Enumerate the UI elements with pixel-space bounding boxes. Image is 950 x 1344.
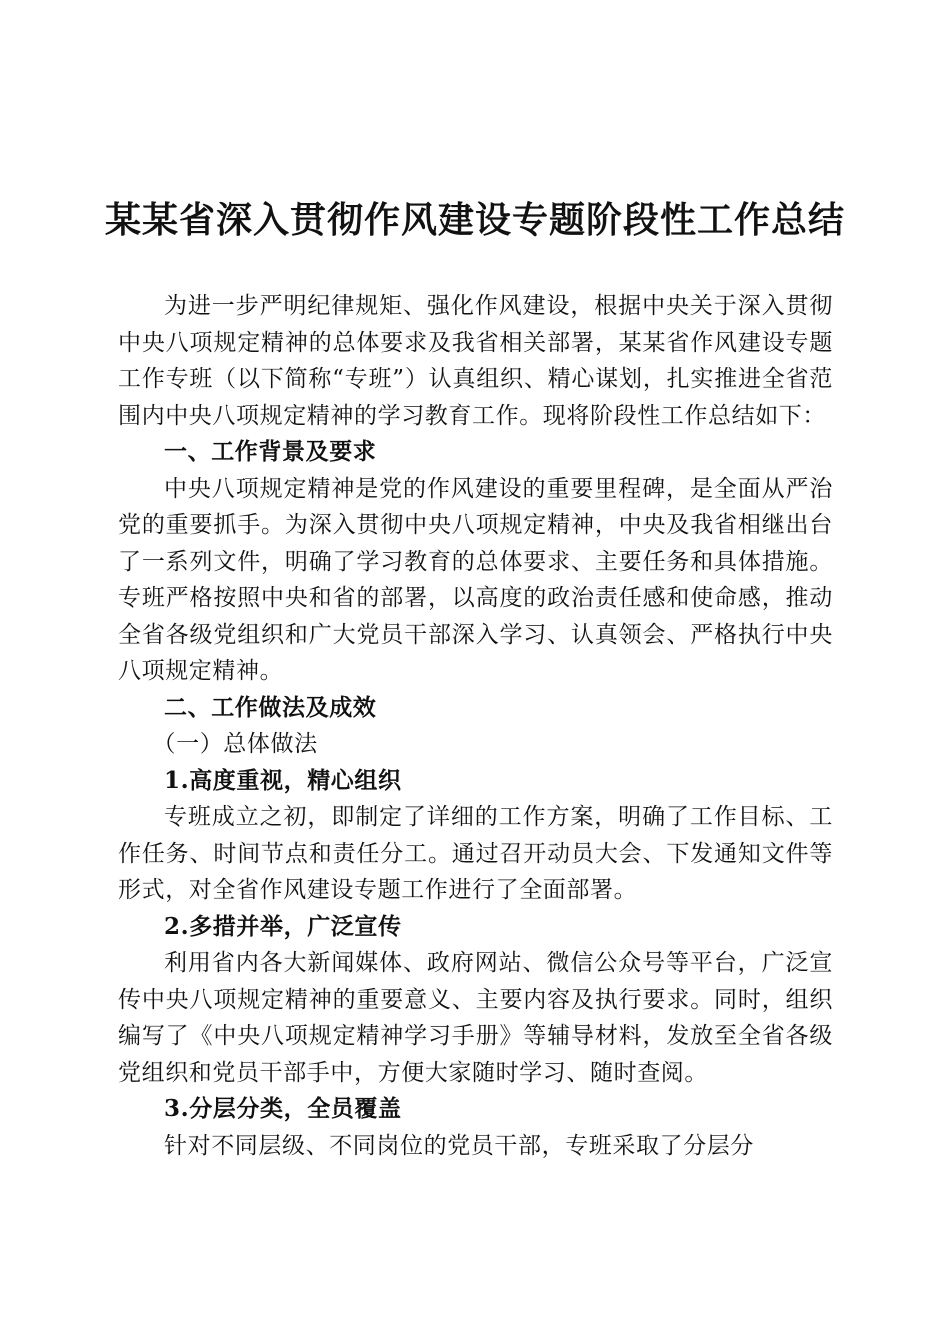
intro-paragraph: 为进一步严明纪律规矩、强化作风建设，根据中央关于深入贯彻中央八项规定精神的总体要求及我省相关部署，某某省作风建设专题工作专班（以下简称“专班”）认真组织、精心谋划，扎实推进全省范围内中央八项规定精神的学习教育工作。现将阶段性工作总结如下： <box>118 293 833 429</box>
document-body <box>118 288 833 1164</box>
item-1-paragraph: 专班成立之初，即制定了详细的工作方案，明确了工作目标、工作任务、时间节点和责任分工。通过召开动员大会、下发通知文件等形式，对全省作风建设专题工作进行了全面部署。 <box>118 804 833 903</box>
item-2-paragraph: 利用省内各大新闻媒体、政府网站、微信公众号等平台，广泛宣传中央八项规定精神的重要意义、主要内容及执行要求。同时，组织编写了《中央八项规定精神学习手册》等辅导材料，发放至全省各级党组织和党员干部手中，方便大家随时学习、随时查阅。 <box>118 950 833 1086</box>
section-2-heading: 二、工作做法及成效 <box>164 694 377 721</box>
item-2-heading: 2.多措并举，广泛宣传 <box>164 912 402 940</box>
section-2-subheading: （一）总体做法 <box>152 731 318 757</box>
item-3-heading: 3.分层分类，全员覆盖 <box>164 1095 402 1122</box>
document-title: 某某省深入贯彻作风建设专题阶段性工作总结 <box>104 199 845 241</box>
section-1-paragraph: 中央八项规定精神是党的作风建设的重要里程碑，是全面从严治党的重要抓手。为深入贯彻中央八项规定精神，中央及我省相继出台了一系列文件，明确了学习教育的总体要求、主要任务和具体措施。专班严格按照中央和省的部署，以高度的政治责任感和使命感，推动全省各级党组织和广大党员干部深入学习、认真领会、严格执行中央八项规定精神。 <box>118 475 833 684</box>
section-1-heading: 一、工作背景及要求 <box>164 439 377 465</box>
item-3-paragraph: 针对不同层级、不同岗位的党员干部，专班采取了分层分 <box>164 1132 754 1159</box>
item-1-heading: 1.高度重视，精心组织 <box>164 766 402 794</box>
